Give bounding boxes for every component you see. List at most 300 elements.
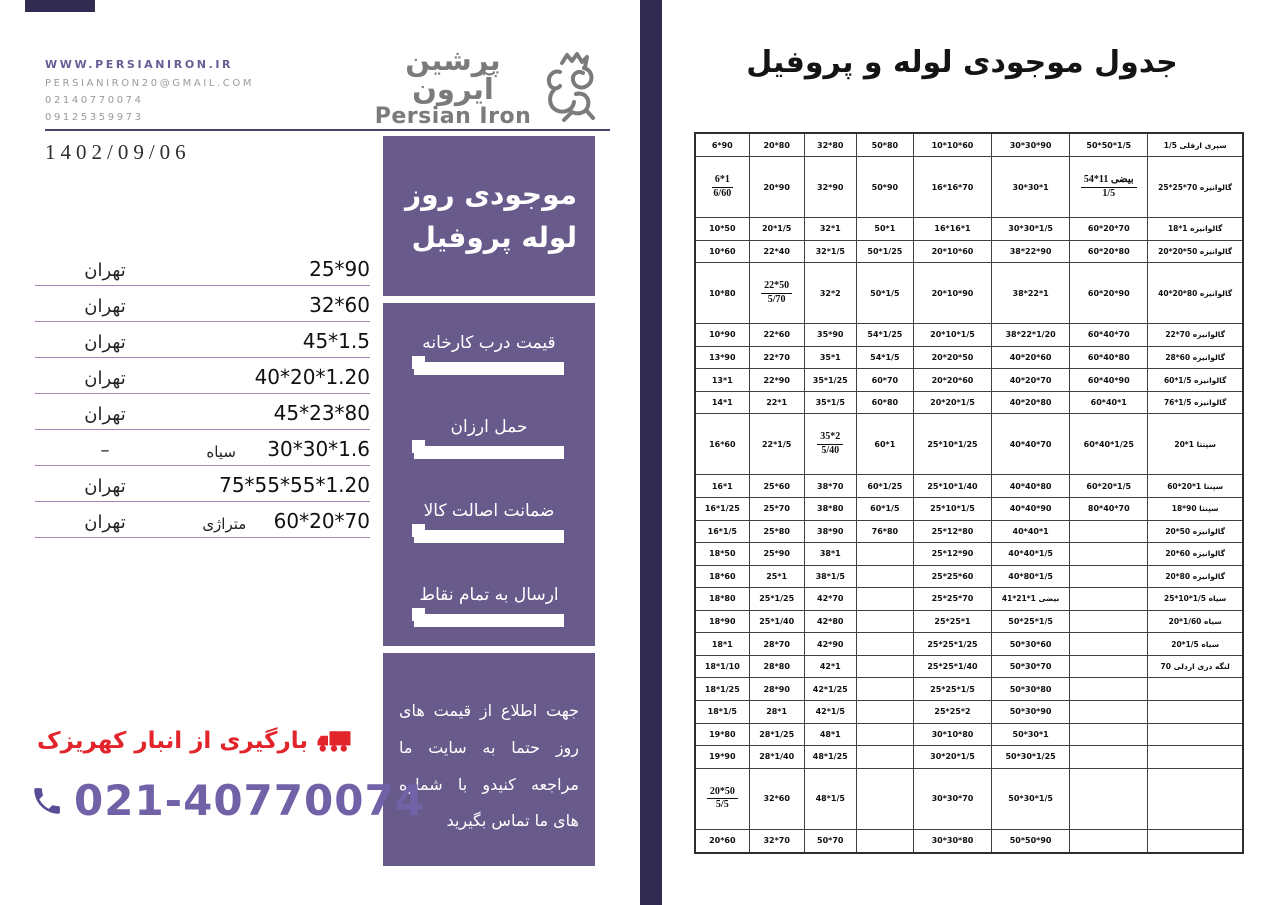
- table-cell: [913, 746, 991, 769]
- fraction-denominator: [818, 445, 842, 458]
- table-cell: [856, 588, 913, 611]
- cell-word: سپنتا: [1199, 504, 1219, 514]
- price-city: –: [100, 440, 110, 461]
- cell-number: 5/40: [821, 444, 840, 456]
- cell-number: 19*80: [709, 729, 736, 739]
- table-cell: [1070, 218, 1148, 241]
- cell-word: سپنتا: [1196, 439, 1216, 449]
- cell-number: 18*50: [709, 549, 736, 559]
- feature-label: قیمت درب کارخانه: [422, 333, 556, 353]
- fraction-numerator: [817, 431, 843, 445]
- email-address: PERSIANIRON20@GMAIL.COM: [45, 78, 255, 89]
- cell-number: 38*70: [817, 481, 844, 491]
- cell-number: 60*40*1: [1090, 398, 1127, 408]
- cell-number: 6/60: [713, 187, 732, 199]
- cell-number: 16*16*70: [931, 182, 974, 192]
- table-cell: [992, 263, 1070, 324]
- table-cell: [856, 414, 913, 475]
- feature-item: [383, 487, 595, 571]
- table-cell: [856, 520, 913, 543]
- cell-number: 25*90: [763, 549, 790, 559]
- table-row: [695, 678, 1243, 701]
- table-cell: [1070, 678, 1148, 701]
- table-cell: [749, 520, 804, 543]
- fraction-value: [817, 431, 843, 457]
- table-cell: [913, 565, 991, 588]
- table-cell: [1148, 678, 1243, 701]
- cell-number: 40*20*70: [1009, 375, 1052, 385]
- website-url: WWW.PERSIANIRON.IR: [45, 58, 234, 71]
- table-cell: [913, 240, 991, 263]
- cell-number: 76*80: [871, 526, 899, 536]
- cell-number: 50*30*90: [1009, 707, 1052, 717]
- cell-number: 40*20*80: [1158, 288, 1198, 298]
- feature-item: [383, 403, 595, 487]
- table-cell: [804, 829, 856, 853]
- table-cell: [856, 678, 913, 701]
- cell-word: سیاه: [1204, 617, 1222, 627]
- cell-number: 50*70: [817, 836, 844, 846]
- cell-word: گالوانیزه: [1199, 182, 1233, 192]
- cell-number: 60*20*70: [1087, 224, 1130, 234]
- cell-number: 22*70: [763, 353, 790, 363]
- table-cell: [913, 520, 991, 543]
- table-cell: [695, 391, 749, 414]
- table-cell: [804, 655, 856, 678]
- table-cell: [804, 391, 856, 414]
- table-cell: [749, 391, 804, 414]
- table-cell: [992, 157, 1070, 218]
- table-cell: [913, 543, 991, 566]
- table-cell: [804, 746, 856, 769]
- cell-number: 40*40*1: [1012, 526, 1049, 536]
- price-size: 45*23*80: [273, 401, 370, 425]
- cell-word: گالوانیزه: [1194, 375, 1227, 385]
- table-cell: [913, 157, 991, 218]
- cell-number: 20*60: [709, 836, 736, 846]
- table-cell: [1148, 701, 1243, 724]
- table-cell: [992, 218, 1070, 241]
- table-cell: [804, 218, 856, 241]
- table-cell: [695, 520, 749, 543]
- cell-number: 50*50*90: [1009, 836, 1052, 846]
- table-cell: [804, 369, 856, 392]
- cell-number: 25*10*1/40: [927, 481, 978, 491]
- fraction-value: [761, 280, 792, 306]
- table-row: [695, 324, 1243, 347]
- table-cell: [856, 701, 913, 724]
- table-cell: [695, 157, 749, 218]
- cell-number: 5/70: [767, 293, 786, 305]
- table-cell: [1070, 475, 1148, 498]
- cell-number: 18*60: [709, 571, 736, 581]
- cell-number: 10*80: [709, 288, 736, 298]
- cell-number: 35*1: [819, 353, 841, 363]
- purple-sidebar: [383, 136, 595, 866]
- table-row: [695, 829, 1243, 853]
- table-cell: [695, 746, 749, 769]
- price-row: [35, 286, 370, 322]
- table-cell: [1070, 391, 1148, 414]
- table-cell: [695, 497, 749, 520]
- cell-number: 50*30*1: [1012, 729, 1049, 739]
- table-cell: [695, 240, 749, 263]
- cell-number: 20*20*60: [931, 375, 974, 385]
- table-cell: [749, 324, 804, 347]
- price-size: 25*90: [309, 257, 370, 281]
- table-cell: [1148, 588, 1243, 611]
- table-cell: [992, 565, 1070, 588]
- table-cell: [856, 157, 913, 218]
- cell-number: 28*90: [763, 684, 790, 694]
- cell-number: 76*1/5: [1163, 398, 1192, 408]
- table-cell: [749, 655, 804, 678]
- cell-number: 30*30*70: [931, 794, 974, 804]
- table-cell: [695, 475, 749, 498]
- cell-number: 42*90: [817, 639, 844, 649]
- feature-underline-bar: [414, 614, 564, 627]
- table-cell: [749, 746, 804, 769]
- table-cell: [804, 520, 856, 543]
- table-cell: [1070, 768, 1148, 829]
- table-cell: [856, 829, 913, 853]
- table-cell: [913, 218, 991, 241]
- table-cell: [804, 701, 856, 724]
- cell-number: 35*2: [820, 431, 841, 443]
- table-cell: [913, 633, 991, 656]
- cell-number: 38*1: [819, 549, 841, 559]
- cell-number: 32*70: [763, 836, 790, 846]
- cell-number: 60*1/5: [1163, 375, 1192, 385]
- cell-number: 60*1/5: [870, 504, 900, 514]
- table-cell: [804, 633, 856, 656]
- table-row: [695, 565, 1243, 588]
- cell-number: 20*20*50: [1158, 246, 1198, 256]
- cell-number: 18*1/25: [704, 684, 740, 694]
- table-cell: [695, 346, 749, 369]
- table-cell: [992, 240, 1070, 263]
- fraction-denominator: [765, 294, 789, 307]
- table-cell: [913, 588, 991, 611]
- table-row: [695, 369, 1243, 392]
- cell-number: 30*30*90: [1009, 140, 1052, 150]
- cell-number: 5/5: [715, 799, 729, 811]
- table-cell: [856, 543, 913, 566]
- cell-number: 22*90: [763, 375, 790, 385]
- cell-number: 80*40*70: [1087, 504, 1130, 514]
- cell-number: 22*60: [763, 330, 790, 340]
- table-cell: [856, 633, 913, 656]
- table-cell: [992, 475, 1070, 498]
- cell-number: 25*25*1: [934, 617, 971, 627]
- table-cell: [695, 588, 749, 611]
- pickup-text: بارگیری از انبار کهریزک: [37, 728, 308, 754]
- feature-underline-bar: [414, 446, 564, 459]
- table-cell: [992, 723, 1070, 746]
- table-cell: [804, 678, 856, 701]
- table-cell: [695, 263, 749, 324]
- cell-number: 32*2: [819, 288, 841, 298]
- table-cell: [749, 218, 804, 241]
- table-cell: [1070, 588, 1148, 611]
- cell-number: 35*90: [817, 330, 844, 340]
- table-cell: [804, 157, 856, 218]
- cell-number: 28*1/25: [759, 729, 795, 739]
- table-cell: [1148, 633, 1243, 656]
- cell-number: 25*12*80: [931, 526, 974, 536]
- table-cell: [992, 655, 1070, 678]
- table-cell: [749, 768, 804, 829]
- lion-crown-logo-icon: [540, 50, 598, 124]
- cell-number: 10*50: [709, 224, 736, 234]
- table-cell: [913, 768, 991, 829]
- cell-number: 50*1: [874, 224, 896, 234]
- cell-number: 60*20*80: [1087, 246, 1130, 256]
- cell-number: 28*70: [763, 639, 790, 649]
- sidebar-title-line1: موجودی روز: [404, 177, 577, 211]
- table-cell: [856, 768, 913, 829]
- table-cell: [695, 678, 749, 701]
- cell-number: 20*20*50: [931, 353, 974, 363]
- feature-label: ارسال به تمام نقاط: [419, 585, 559, 605]
- table-cell: [749, 565, 804, 588]
- cell-number: 1/5: [1163, 140, 1177, 150]
- cell-word: گالوانیزه: [1190, 224, 1223, 234]
- table-row: [695, 543, 1243, 566]
- table-cell: [1070, 701, 1148, 724]
- price-size: 45*1.5: [302, 329, 370, 353]
- cell-number: 60*80: [871, 398, 899, 408]
- table-cell: [1070, 324, 1148, 347]
- cell-number: 20*20*1/5: [930, 398, 975, 408]
- table-cell: [856, 240, 913, 263]
- table-cell: [992, 768, 1070, 829]
- cell-number: 60*40*90: [1087, 375, 1130, 385]
- price-size: 40*20*1.20: [254, 365, 370, 389]
- price-list: [35, 250, 370, 538]
- table-cell: [1148, 768, 1243, 829]
- table-cell: [856, 133, 913, 157]
- cell-number: 22*40: [763, 246, 790, 256]
- cell-number: 35*1/25: [812, 375, 848, 385]
- cell-number: 42*80: [817, 617, 844, 627]
- table-cell: [992, 678, 1070, 701]
- cell-number: 13*90: [709, 353, 736, 363]
- cell-number: 60*20*1/5: [1086, 481, 1132, 491]
- table-cell: [1070, 157, 1148, 218]
- feature-underline-bar: [414, 362, 564, 375]
- cell-number: 60*1: [874, 439, 896, 449]
- cell-number: 32*1: [819, 224, 841, 234]
- table-cell: [695, 829, 749, 853]
- cell-number: 19*90: [709, 752, 736, 762]
- cell-word: گالوانیزه: [1199, 288, 1233, 298]
- cell-number: 25*60: [763, 481, 790, 491]
- table-cell: [749, 263, 804, 324]
- table-row: [695, 520, 1243, 543]
- table-cell: [1148, 475, 1243, 498]
- table-cell: [1070, 369, 1148, 392]
- cell-number: 16*16*1: [934, 224, 971, 234]
- table-cell: [695, 543, 749, 566]
- fraction-value: [1081, 174, 1137, 200]
- cell-number: 28*80: [763, 662, 790, 672]
- table-row: [695, 391, 1243, 414]
- cell-number: 42*70: [817, 594, 844, 604]
- cell-number: 1/5: [1102, 187, 1116, 199]
- table-cell: [1070, 543, 1148, 566]
- cell-number: 38*22*90: [1009, 246, 1052, 256]
- table-cell: [804, 414, 856, 475]
- table-cell: [749, 678, 804, 701]
- cell-word: گالوانیزه: [1192, 353, 1225, 363]
- fraction-denominator: [1099, 188, 1118, 201]
- cell-number: 50*1/5: [870, 288, 900, 298]
- logo-wordmark: [372, 43, 534, 129]
- cell-number: 25*10*1/25: [927, 439, 978, 449]
- table-title: جدول موجودی لوله و پروفیل: [746, 45, 1178, 80]
- price-note: سیاه: [206, 443, 236, 461]
- table-cell: [804, 324, 856, 347]
- cell-number: 25*10*1/5: [930, 504, 975, 514]
- table-cell: [695, 324, 749, 347]
- price-city: تهران: [84, 512, 126, 533]
- table-cell: [804, 543, 856, 566]
- fraction-numerator: [761, 280, 792, 294]
- logo-name-farsi: پرشین آیرون: [405, 43, 501, 106]
- price-size: 75*55*55*1.20: [219, 473, 370, 497]
- table-row: [695, 723, 1243, 746]
- table-row: [695, 768, 1243, 829]
- cell-number: 25*80: [763, 526, 790, 536]
- table-cell: [1070, 346, 1148, 369]
- price-city: تهران: [84, 476, 126, 497]
- cell-number: 25*25*70: [931, 594, 974, 604]
- table-cell: [856, 610, 913, 633]
- cell-number: 38*80: [817, 504, 844, 514]
- cell-number: 41*21*1: [1001, 594, 1036, 604]
- vertical-divider-bar: [640, 0, 662, 905]
- sidebar-footer-panel: [383, 653, 595, 866]
- table-row: [695, 497, 1243, 520]
- table-cell: [856, 475, 913, 498]
- table-cell: [992, 701, 1070, 724]
- table-row: [695, 240, 1243, 263]
- table-cell: [913, 701, 991, 724]
- table-cell: [695, 701, 749, 724]
- table-cell: [913, 678, 991, 701]
- table-cell: [695, 414, 749, 475]
- table-cell: [1148, 240, 1243, 263]
- cell-number: 54*1/5: [870, 353, 900, 363]
- table-cell: [913, 723, 991, 746]
- cell-number: 25*25*70: [1158, 182, 1198, 192]
- cell-number: 14*1: [711, 398, 733, 408]
- cell-number: 32*90: [817, 182, 844, 192]
- table-cell: [749, 157, 804, 218]
- table-cell: [913, 475, 991, 498]
- price-city: تهران: [84, 296, 126, 317]
- table-cell: [749, 240, 804, 263]
- table-cell: [1148, 369, 1243, 392]
- table-cell: [749, 133, 804, 157]
- table-cell: [856, 746, 913, 769]
- phone-handset-icon: [30, 784, 64, 818]
- cell-number: 22*1: [766, 398, 788, 408]
- cell-word: بیضی: [1110, 174, 1134, 186]
- table-cell: [913, 263, 991, 324]
- table-cell: [992, 746, 1070, 769]
- sidebar-features-panel: [383, 303, 595, 646]
- table-cell: [856, 263, 913, 324]
- cell-number: 48*1/5: [815, 794, 845, 804]
- table-cell: [1070, 565, 1148, 588]
- cell-number: 25*1: [766, 571, 788, 581]
- fraction-denominator: [713, 799, 732, 812]
- cell-number: 40*40*70: [1009, 439, 1052, 449]
- cell-number: 20*90: [763, 182, 790, 192]
- table-cell: [992, 133, 1070, 157]
- table-cell: [992, 588, 1070, 611]
- cell-number: 40*20*80: [1009, 398, 1052, 408]
- cell-number: 38*22*1/20: [1005, 330, 1056, 340]
- price-city: تهران: [84, 332, 126, 353]
- cell-number: 32*60: [763, 794, 790, 804]
- cell-word: سپنتا: [1203, 481, 1224, 491]
- table-cell: [1070, 746, 1148, 769]
- cell-number: 16*1/5: [707, 526, 737, 536]
- table-cell: [749, 346, 804, 369]
- table-cell: [913, 414, 991, 475]
- cell-number: 20*1: [1174, 439, 1194, 449]
- cell-number: 20*50: [709, 785, 735, 797]
- cell-number: 48*1/25: [812, 752, 848, 762]
- pickup-line: [30, 728, 352, 754]
- cell-number: 30*30*1: [1012, 182, 1049, 192]
- table-cell: [695, 369, 749, 392]
- table-cell: [992, 829, 1070, 853]
- table-cell: [992, 391, 1070, 414]
- table-cell: [1148, 723, 1243, 746]
- cell-number: 20*60: [1165, 549, 1191, 559]
- cell-number: 28*1/40: [759, 752, 795, 762]
- table-cell: [804, 346, 856, 369]
- table-cell: [856, 723, 913, 746]
- cell-number: 50*50*1/5: [1086, 140, 1132, 150]
- table-cell: [1070, 263, 1148, 324]
- cell-number: 60*40*1/25: [1083, 439, 1134, 449]
- cell-number: 20*10*90: [931, 288, 974, 298]
- cell-number: 10*60: [709, 246, 736, 256]
- table-cell: [1148, 655, 1243, 678]
- table-cell: [856, 655, 913, 678]
- cell-number: 25*10*1/5: [1164, 594, 1206, 604]
- price-city: تهران: [84, 368, 126, 389]
- cell-number: 20*1/60: [1168, 617, 1202, 627]
- price-note: متراژی: [202, 515, 247, 533]
- header-divider-line: [45, 129, 610, 131]
- table-row: [695, 263, 1243, 324]
- cell-number: 60*40*70: [1087, 330, 1130, 340]
- table-cell: [913, 133, 991, 157]
- table-cell: [804, 475, 856, 498]
- sidebar-footer-text: جهت اطلاع از قیمت های روز حتما به سایت ما مراجعه کنیدو با شماره های ما تماس بگیرید: [399, 701, 579, 831]
- cell-number: 25*25*1/5: [930, 684, 975, 694]
- table-cell: [1070, 520, 1148, 543]
- table-cell: [1148, 391, 1243, 414]
- cell-word: گالوانیزه: [1192, 571, 1225, 581]
- table-row: [695, 746, 1243, 769]
